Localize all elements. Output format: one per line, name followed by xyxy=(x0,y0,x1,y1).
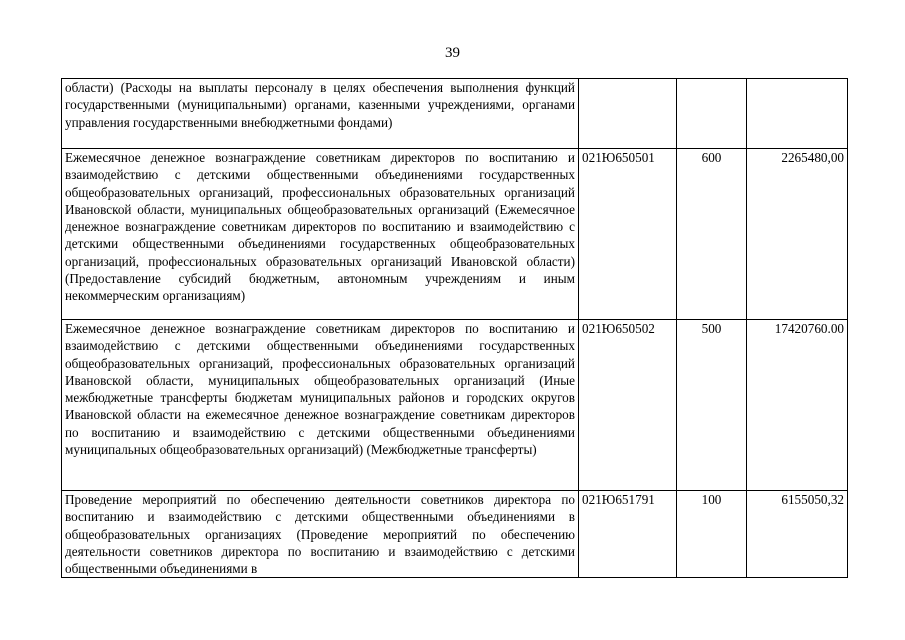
row-target-code: 021Ю651791 xyxy=(579,491,677,578)
row-description: Ежемесячное денежное вознаграждение советникам директоров по воспитанию и взаимодействию с детскими общественными объединениями государственных общеобразовательных организаций, профессиональных образовательных организаций Ивановской области, муниципальных общеобразовательных организаций (Ежемесячное денежное вознаграждение советникам директоров по воспитанию и взаимодействию с детскими общественными объединениями государственных общеобразовательных организаций, профессиональных образовательных организаций Ивановской области) (Предоставление субсидий бюджетным, автономным учреждениям и иным некоммерческим организациям) xyxy=(62,149,579,320)
row-target-code: 021Ю650501 xyxy=(579,149,677,320)
table-row xyxy=(62,320,848,491)
row-expense-type: 600 xyxy=(677,149,747,320)
table-row xyxy=(62,149,848,320)
row-amount: 17420760.00 xyxy=(747,320,848,491)
row-amount xyxy=(747,79,848,149)
row-amount: 6155050,32 xyxy=(747,491,848,578)
row-target-code xyxy=(579,79,677,149)
table-row xyxy=(62,491,848,578)
table-row xyxy=(62,79,848,149)
row-expense-type xyxy=(677,79,747,149)
row-description: Ежемесячное денежное вознаграждение советникам директоров по воспитанию и взаимодействию с детскими общественными объединениями государственных общеобразовательных организаций, профессиональных образовательных организаций Ивановской области, муниципальных общеобразовательных организаций (Иные межбюджетные трансферты бюджетам муниципальных районов и городских округов Ивановской области на ежемесячное денежное вознаграждение советникам директоров по воспитанию и взаимодействию с детскими общественными объединениями муниципальных общеобразовательных организаций) (Межбюджетные трансферты) xyxy=(62,320,579,491)
row-target-code: 021Ю650502 xyxy=(579,320,677,491)
row-description: области) (Расходы на выплаты персоналу в целях обеспечения выполнения функций государственными (муниципальными) органами, казенными учреждениями, органами управления государственными внебюджетными фондами) xyxy=(62,79,579,149)
row-description: Проведение мероприятий по обеспечению деятельности советников директора по воспитанию и взаимодействию с детскими общественными объединениями в общеобразовательных организациях (Проведение мероприятий по обеспечению деятельности советников директора по воспитанию и взаимодействию с детскими общественными объединениями в xyxy=(62,491,579,578)
row-amount: 2265480,00 xyxy=(747,149,848,320)
page-number: 39 xyxy=(445,45,460,61)
budget-table xyxy=(61,78,848,578)
row-expense-type: 100 xyxy=(677,491,747,578)
row-expense-type: 500 xyxy=(677,320,747,491)
